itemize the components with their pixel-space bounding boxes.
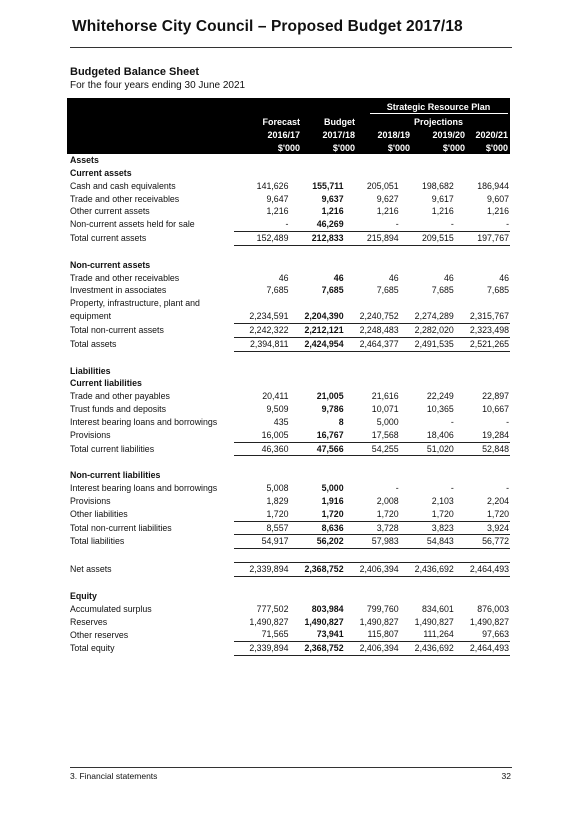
value-cell-col2: 2,368,752: [289, 563, 344, 577]
subsection-heading: Non-current assets: [70, 259, 151, 270]
col2-header-line1: Budget: [324, 117, 355, 127]
value-cell-col5: [455, 167, 510, 180]
table-row: [67, 403, 510, 416]
value-cell-col5: 2,464,493: [455, 563, 510, 577]
value-cell-col3: 115,807: [367, 629, 399, 640]
value-cell-col5: 2,323,498: [455, 323, 510, 337]
value-cell-col2: 5,000: [321, 483, 344, 494]
value-cell-col5: -: [506, 483, 509, 494]
value-cell-col5: [455, 154, 510, 167]
value-cell-col1: -: [285, 219, 289, 230]
value-cell-col1: [234, 297, 289, 310]
document-title: Whitehorse City Council – Proposed Budget 2017/18: [72, 18, 463, 35]
value-cell-col2: 2,368,752: [289, 642, 344, 656]
value-cell-col2: 1,490,827: [304, 616, 344, 627]
value-cell-col2: [289, 377, 344, 390]
value-cell-col5: 9,607: [486, 193, 509, 204]
row-label: Interest bearing loans and borrowings: [70, 416, 218, 427]
value-cell-col1: 2,242,322: [234, 323, 289, 337]
value-cell-col5: 197,767: [455, 232, 510, 246]
spacer-row: [67, 456, 510, 469]
value-cell-col2: 16,767: [316, 429, 344, 440]
value-cell-col4: 2,103: [431, 495, 454, 506]
value-cell-col4: [400, 259, 455, 272]
value-cell-col4: [400, 577, 455, 590]
row-label: Interest bearing loans and borrowings: [70, 483, 218, 494]
value-cell-col2: 1,916: [321, 495, 344, 506]
row-label: Provisions: [70, 429, 111, 440]
table-row: [67, 429, 510, 442]
value-cell-col2: [289, 154, 344, 167]
value-cell-col1: 1,720: [266, 508, 289, 519]
col2-header-line3: $'000: [332, 143, 355, 153]
value-cell-col3: [345, 365, 400, 378]
value-cell-col5: 876,003: [477, 603, 509, 614]
value-cell-col2: [289, 245, 344, 258]
value-cell-col2: [289, 351, 344, 364]
value-cell-col3: 2,406,394: [345, 563, 400, 577]
value-cell-col4: 2,491,535: [400, 337, 455, 351]
value-cell-col5: [455, 377, 510, 390]
value-cell-col5: 46: [499, 272, 509, 283]
row-label: Net assets: [70, 564, 112, 575]
row-label: Other current assets: [70, 206, 150, 217]
value-cell-col2: 155,711: [312, 180, 344, 191]
value-cell-col3: 57,983: [345, 535, 400, 549]
row-label: Total liabilities: [70, 536, 125, 547]
value-cell-col2: [289, 456, 344, 469]
value-cell-col3: 1,720: [376, 508, 399, 519]
table-row: [67, 310, 510, 323]
value-cell-col1: 2,234,591: [249, 311, 289, 322]
value-cell-col4: 209,515: [400, 232, 455, 246]
value-cell-col4: 834,601: [422, 603, 454, 614]
value-cell-col4: [400, 245, 455, 258]
row-label: Other liabilities: [70, 509, 128, 520]
value-cell-col4: [400, 590, 455, 603]
spacer-row: [67, 577, 510, 590]
row-label: Trade and other payables: [70, 391, 170, 402]
total-row: [67, 232, 510, 246]
value-cell-col5: [455, 245, 510, 258]
section-heading: Assets: [70, 155, 99, 165]
value-cell-col2: 46,269: [316, 219, 344, 230]
value-cell-col2: 21,005: [316, 391, 344, 402]
value-cell-col3: [345, 154, 400, 167]
value-cell-col4: [400, 351, 455, 364]
row-label: [67, 456, 234, 469]
value-cell-col3: 10,071: [371, 404, 399, 415]
value-cell-col5: [455, 365, 510, 378]
table-row: [67, 154, 510, 167]
total-row: [67, 521, 510, 535]
value-cell-col1: [234, 365, 289, 378]
value-cell-col2: 73,941: [316, 629, 344, 640]
value-cell-col1: 9,647: [266, 193, 289, 204]
value-cell-col4: -: [450, 219, 454, 230]
value-cell-col4: [400, 297, 455, 310]
value-cell-col2: 46: [333, 272, 344, 283]
row-label: Other reserves: [70, 629, 129, 640]
value-cell-col5: -: [506, 416, 509, 427]
value-cell-col5: 97,663: [482, 629, 509, 640]
value-cell-col1: [234, 469, 289, 482]
table-row: [67, 365, 510, 378]
value-cell-col2: [289, 259, 344, 272]
value-cell-col5: 2,315,767: [469, 311, 509, 322]
row-label: Property, infrastructure, plant and: [70, 298, 200, 309]
footer-section: 3. Financial statements: [70, 771, 158, 781]
value-cell-col3: 1,490,827: [359, 616, 399, 627]
value-cell-col4: [400, 549, 455, 563]
row-label: Provisions: [70, 495, 111, 506]
value-cell-col3: 7,685: [376, 285, 399, 296]
spacer-row: [67, 351, 510, 364]
col5-header-line2: 2020/21: [475, 130, 508, 140]
total-row: [67, 337, 510, 351]
value-cell-col3: -: [395, 483, 399, 494]
value-cell-col4: 2,436,692: [400, 563, 455, 577]
value-cell-col5: [455, 590, 510, 603]
value-cell-col3: [345, 456, 400, 469]
row-label: Accumulated surplus: [70, 603, 152, 614]
value-cell-col4: [400, 456, 455, 469]
value-cell-col3: [345, 469, 400, 482]
value-cell-col3: [345, 167, 400, 180]
value-cell-col1: 435: [273, 416, 289, 427]
table-row: [67, 259, 510, 272]
value-cell-col4: -: [450, 483, 454, 494]
value-cell-col1: 7,685: [266, 285, 289, 296]
section-heading: Equity: [70, 590, 97, 601]
value-cell-col4: 7,685: [431, 285, 454, 296]
value-cell-col3: 9,627: [376, 193, 399, 204]
value-cell-col3: 2,464,377: [345, 337, 400, 351]
value-cell-col1: [234, 259, 289, 272]
table-row: [67, 377, 510, 390]
col2-header-line2: 2017/18: [322, 130, 355, 140]
col3-header-line3: $'000: [387, 143, 410, 153]
row-label: Total non-current liabilities: [70, 522, 172, 533]
col4-header-line2: 2019/20: [432, 130, 465, 140]
value-cell-col1: 141,626: [256, 180, 289, 191]
col1-header-line3: $'000: [277, 143, 300, 153]
value-cell-col1: 777,502: [256, 603, 289, 614]
col3-header-line2: 2018/19: [377, 130, 410, 140]
value-cell-col1: 1,829: [266, 495, 289, 506]
row-label: Investment in associates: [70, 285, 167, 296]
value-cell-col2: 9,786: [321, 404, 344, 415]
value-cell-col2: 2,424,954: [289, 337, 344, 351]
table-row: [67, 495, 510, 508]
value-cell-col1: 9,509: [266, 404, 289, 415]
value-cell-col5: 1,490,827: [469, 616, 509, 627]
value-cell-col5: 2,464,493: [455, 642, 510, 656]
value-cell-col1: 46,360: [234, 442, 289, 456]
value-cell-col1: 54,917: [234, 535, 289, 549]
total-row: [67, 442, 510, 456]
col1-header-line2: 2016/17: [267, 130, 300, 140]
value-cell-col4: 198,682: [422, 180, 454, 191]
value-cell-col4: [400, 469, 455, 482]
value-cell-col3: 215,894: [345, 232, 400, 246]
value-cell-col4: 2,274,289: [414, 311, 454, 322]
value-cell-col3: [345, 351, 400, 364]
spacer-row: [67, 245, 510, 258]
balance-sheet-table: [67, 98, 510, 656]
value-cell-col1: 5,008: [266, 483, 289, 494]
table-row: [67, 508, 510, 521]
value-cell-col3: 2,240,752: [359, 311, 399, 322]
value-cell-col1: [234, 377, 289, 390]
value-cell-col4: -: [450, 416, 454, 427]
value-cell-col5: 186,944: [477, 180, 509, 191]
value-cell-col5: [455, 351, 510, 364]
value-cell-col3: [345, 245, 400, 258]
title-divider: [70, 47, 512, 48]
value-cell-col4: 3,823: [400, 521, 455, 535]
table-row: [67, 482, 510, 495]
table-row: [67, 628, 510, 641]
value-cell-col5: 10,667: [482, 404, 509, 415]
row-label: Total equity: [70, 643, 115, 654]
value-cell-col4: 54,843: [400, 535, 455, 549]
spacer-row: [67, 549, 510, 563]
footer-divider: [70, 767, 512, 768]
value-cell-col1: 20,411: [262, 391, 289, 402]
value-cell-col3: [345, 259, 400, 272]
section-heading: Liabilities: [70, 365, 111, 376]
value-cell-col4: 22,249: [426, 391, 454, 402]
value-cell-col2: 8,636: [289, 521, 344, 535]
sheet-subtitle: For the four years ending 30 June 2021: [70, 80, 246, 91]
value-cell-col5: 1,720: [486, 508, 509, 519]
table-row: [67, 272, 510, 285]
value-cell-col4: 18,406: [426, 429, 454, 440]
value-cell-col2: [289, 297, 344, 310]
row-label: [67, 549, 234, 563]
value-cell-col5: 2,521,265: [455, 337, 510, 351]
value-cell-col3: -: [395, 219, 399, 230]
row-label: Non-current assets held for sale: [70, 219, 195, 230]
value-cell-col3: 3,728: [345, 521, 400, 535]
row-label: [67, 577, 234, 590]
value-cell-col1: [234, 245, 289, 258]
value-cell-col4: 1,216: [431, 206, 454, 217]
table-row: [67, 616, 510, 629]
value-cell-col3: [345, 577, 400, 590]
value-cell-col3: 17,568: [371, 429, 399, 440]
value-cell-col4: 51,020: [400, 442, 455, 456]
value-cell-col3: 5,000: [376, 416, 399, 427]
value-cell-col4: [400, 377, 455, 390]
row-label: Total current liabilities: [70, 443, 155, 454]
row-label: Trade and other receivables: [70, 272, 180, 283]
col5-header-line3: $'000: [485, 143, 508, 153]
group-header-rule: [370, 113, 508, 114]
value-cell-col5: [455, 297, 510, 310]
value-cell-col5: 3,924: [455, 521, 510, 535]
value-cell-col3: 54,255: [345, 442, 400, 456]
table-header: [67, 98, 510, 154]
value-cell-col5: 1,216: [486, 206, 509, 217]
row-label: Total current assets: [70, 233, 147, 244]
value-cell-col4: [400, 154, 455, 167]
value-cell-col4: 111,264: [423, 629, 454, 640]
value-cell-col2: 2,204,390: [304, 311, 344, 322]
value-cell-col2: 9,637: [321, 193, 344, 204]
value-cell-col3: 2,008: [376, 495, 399, 506]
row-label: [67, 351, 234, 364]
value-cell-col1: 1,490,827: [249, 616, 289, 627]
value-cell-col1: [234, 167, 289, 180]
value-cell-col2: 1,720: [321, 508, 344, 519]
value-cell-col2: [289, 469, 344, 482]
row-label: Trust funds and deposits: [70, 404, 167, 415]
value-cell-col5: 19,284: [482, 429, 509, 440]
value-cell-col4: 2,436,692: [400, 642, 455, 656]
value-cell-col5: [455, 259, 510, 272]
value-cell-col5: 7,685: [486, 285, 509, 296]
table-row: [67, 416, 510, 429]
row-label: Reserves: [70, 616, 108, 627]
value-cell-col4: 9,617: [431, 193, 454, 204]
value-cell-col2: [289, 365, 344, 378]
value-cell-col3: 21,616: [371, 391, 399, 402]
value-cell-col2: 1,216: [321, 206, 344, 217]
value-cell-col2: [289, 167, 344, 180]
value-cell-col2: 212,833: [289, 232, 344, 246]
value-cell-col1: [234, 351, 289, 364]
value-cell-col3: [345, 549, 400, 563]
table-row: [67, 180, 510, 193]
subsection-heading: Current liabilities: [70, 378, 142, 389]
value-cell-col5: 22,897: [482, 391, 509, 402]
value-cell-col5: [455, 549, 510, 563]
total-row: [67, 642, 510, 656]
value-cell-col2: 803,984: [311, 603, 344, 614]
value-cell-col1: [234, 577, 289, 590]
value-cell-col5: [455, 469, 510, 482]
value-cell-col2: 47,566: [289, 442, 344, 456]
value-cell-col2: [289, 577, 344, 590]
row-label: equipment: [70, 311, 112, 322]
value-cell-col5: [455, 456, 510, 469]
value-cell-col1: 1,216: [266, 206, 289, 217]
value-cell-col1: 8,557: [234, 521, 289, 535]
table-row: [67, 205, 510, 218]
row-label: Trade and other receivables: [70, 193, 180, 204]
total-row: [67, 563, 510, 577]
value-cell-col3: 46: [388, 272, 399, 283]
col1-header-line1: Forecast: [262, 117, 300, 127]
value-cell-col4: [400, 167, 455, 180]
value-cell-col5: [455, 577, 510, 590]
value-cell-col1: 71,565: [261, 629, 289, 640]
value-cell-col3: 2,248,483: [345, 323, 400, 337]
table-row: [67, 167, 510, 180]
group-header-projections: Projections: [413, 117, 463, 127]
table-row: [67, 297, 510, 310]
value-cell-col3: 799,760: [366, 603, 399, 614]
balance-sheet-body: [67, 154, 510, 656]
table-row: [67, 469, 510, 482]
value-cell-col4: 46: [444, 272, 454, 283]
table-row: [67, 603, 510, 616]
value-cell-col2: [289, 590, 344, 603]
value-cell-col5: -: [506, 219, 509, 230]
value-cell-col3: [345, 590, 400, 603]
page-number: 32: [501, 771, 511, 781]
value-cell-col4: 2,282,020: [400, 323, 455, 337]
value-cell-col3: 2,406,394: [345, 642, 400, 656]
value-cell-col3: [345, 377, 400, 390]
value-cell-col1: 2,339,894: [234, 563, 289, 577]
col4-header-line3: $'000: [442, 143, 465, 153]
table-row: [67, 590, 510, 603]
group-header-srp: Strategic Resource Plan: [386, 102, 491, 112]
value-cell-col1: [234, 549, 289, 563]
row-label: Total non-current assets: [70, 324, 164, 335]
table-row: [67, 390, 510, 403]
value-cell-col2: 8: [338, 416, 344, 427]
value-cell-col5: 56,772: [455, 535, 510, 549]
value-cell-col2: 7,685: [321, 285, 344, 296]
value-cell-col1: 46: [278, 272, 289, 283]
value-cell-col1: [234, 590, 289, 603]
row-label: Cash and cash equivalents: [70, 180, 176, 191]
table-row: [67, 218, 510, 231]
value-cell-col4: 1,490,827: [414, 616, 454, 627]
value-cell-col2: 56,202: [289, 535, 344, 549]
value-cell-col2: [289, 549, 344, 563]
row-label: [67, 245, 234, 258]
value-cell-col3: [345, 297, 400, 310]
total-row: [67, 323, 510, 337]
subsection-heading: Current assets: [70, 167, 132, 178]
value-cell-col5: 52,848: [455, 442, 510, 456]
value-cell-col4: 1,720: [431, 508, 454, 519]
value-cell-col2: 2,212,121: [289, 323, 344, 337]
value-cell-col1: [234, 456, 289, 469]
sheet-title: Budgeted Balance Sheet: [70, 66, 199, 78]
subsection-heading: Non-current liabilities: [70, 470, 161, 481]
value-cell-col1: 16,005: [261, 429, 289, 440]
value-cell-col1: 2,394,811: [234, 337, 289, 351]
value-cell-col1: 152,489: [234, 232, 289, 246]
value-cell-col4: 10,365: [426, 404, 454, 415]
value-cell-col1: [234, 154, 289, 167]
value-cell-col1: 2,339,894: [234, 642, 289, 656]
table-row: [67, 193, 510, 206]
row-label: Total assets: [70, 338, 117, 349]
value-cell-col3: 1,216: [376, 206, 399, 217]
value-cell-col4: [400, 365, 455, 378]
total-row: [67, 535, 510, 549]
value-cell-col5: 2,204: [486, 495, 509, 506]
table-row: [67, 284, 510, 297]
value-cell-col3: 205,051: [366, 180, 399, 191]
